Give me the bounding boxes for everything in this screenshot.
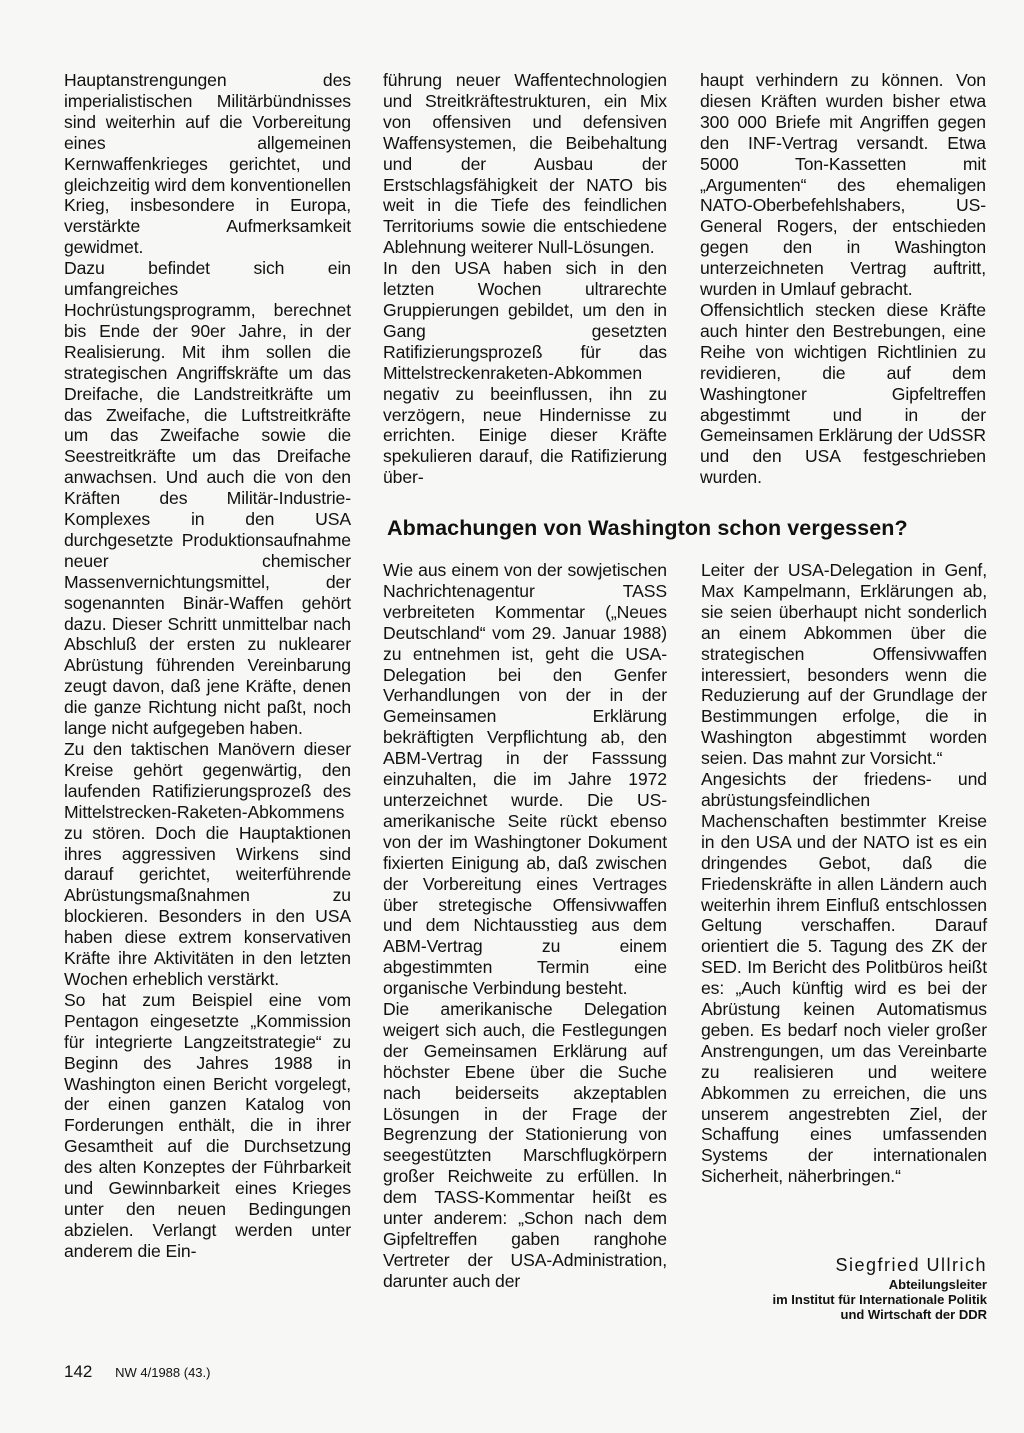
paragraph: Offensichtlich stecken diese Kräfte auch hinter den Bestrebungen, eine Reihe von wichtigen Richtlinien zu revidieren, die auf dem Washingtoner Gipfeltreffen abgestimmt und in der Gemeinsamen Erklärung der UdSSR und den USA festgeschrieben wurden.: [700, 299, 986, 488]
author-affiliation-line: und Wirtschaft der DDR: [840, 1307, 987, 1322]
article-column-3-top: [700, 70, 986, 488]
paragraph: Wie aus einem von der sowjetischen Nachrichtenagentur TASS verbreiteten Kommentar („Neues Deutschland“ vom 29. Januar 1988) zu entnehmen ist, geht die USA-Delegation bei den Genfer Verhandlungen von der in der Gemeinsamen Erklärung bekräftigten Verpflichtung ab, den ABM-Vertrag in der Fasssung einzuhalten, die im Jahre 1972 unterzeichnet wurde. Die US-amerikanische Seite rückt ebenso von der im Washingtoner Dokument fixierten Einigung ab, daß zwischen der Vorbereitung eines Vertrages über stretegische Offensivwaffen und dem Nichtausstieg aus dem ABM-Vertrag zu einem abgestimmten Termin eine organische Verbindung besteht.: [383, 560, 667, 999]
article-column-2-top: [383, 70, 667, 488]
author-name: Siegfried Ullrich: [835, 1255, 987, 1275]
paragraph: In den USA haben sich in den letzten Wochen ultrarechte Gruppierungen gebildet, um den in Gang gesetzten Ratifizierungsprozeß für das Mittelstreckenraketen-Abkommen negativ zu beeinflussen, ihn zu verzögern, neue Hindernisse zu errichten. Einige dieser Kräfte spekulieren darauf, die Ratifizierung über-: [383, 258, 667, 488]
paragraph: Dazu befindet sich ein umfangreiches Hochrüstungsprogramm, berechnet bis Ende der 90er Jahre, in der Realisierung. Mit ihm sollen die strategischen Angriffskräfte um das Dreifache, die Landstreitkräfte um das Zweifache, die Luftstreitkräfte um das Zweifache sowie die Seestreitkräfte um das Dreifache anwachsen. Und auch die von den Kräften des Militär-Industrie-Komplexes in den USA durchgesetzte Produktionsaufnahme neuer chemischer Massenvernichtungsmittel, der sogenannten Binär-Waffen gehört dazu. Dieser Schritt unmittelbar nach Abschluß der ersten zu nuklearer Abrüstung führenden Vereinbarung zeugt davon, daß jene Kräfte, denen die ganze Richtung nicht paßt, noch lange nicht aufgegeben haben.: [64, 258, 351, 739]
author-affiliation-line: im Institut für Internationale Politik: [772, 1292, 987, 1307]
article-column-1: [64, 70, 351, 1262]
paragraph: Angesichts der friedens- und abrüstungsfeindlichen Machenschaften bestimmter Kreise in den USA und der NATO ist es ein dringendes Gebot, daß die Friedenskräfte in allen Ländern auch weiterhin ihrem Einfluß entschlossen Geltung verschaffen. Darauf orientiert die 5. Tagung des ZK der SED. Im Bericht des Politbüros heißt es: „Auch künftig wird es bei der Abrüstung keinen Automatismus geben. Es bedarf noch vieler großer Anstrengungen, um das Vereinbarte zu realisieren und weitere Abkommen zu erreichen, die uns unserem angestrebten Ziel, der Schaffung eines umfassenden Systems der internationalen Sicherheit, näherbringen.“: [701, 769, 987, 1187]
paragraph: Hauptanstrengungen des imperialistischen Militärbündnisses sind weiterhin auf die Vorbereitung eines allgemeinen Kernwaffenkrieges gerichtet, und gleichzeitig wird dem konventionellen Krieg, insbesondere in Europa, verstärkte Aufmerksamkeit gewidmet.: [64, 70, 351, 258]
section-heading: Abmachungen von Washington schon vergessen?: [387, 516, 908, 540]
paragraph: haupt verhindern zu können. Von diesen Kräften wurden bisher etwa 300 000 Briefe mit Angriffen gegen den INF-Vertrag versandt. Etwa 5000 Ton-Kassetten mit „Argumenten“ des ehemaligen NATO-Oberbefehlshabers, US-General Rogers, der entschieden gegen den in Washington unterzeichneten Vertrag auftritt, wurden in Umlauf gebracht.: [700, 70, 986, 300]
page-footer: [64, 1362, 210, 1382]
paragraph: So hat zum Beispiel eine vom Pentagon eingesetzte „Kommission für integrierte Langzeitstrategie“ zu Beginn des Jahres 1988 in Washington einen Bericht vorgelegt, der einen ganzen Katalog von Forderungen enthält, die in ihrer Gesamtheit auf die Durchsetzung des alten Konzeptes der Führbarkeit und Gewinnbarkeit eines Krieges unter den neuen Bedingungen abzielen. Verlangt werden unter anderem die Ein-: [64, 989, 351, 1261]
article-column-2-bottom: [383, 560, 667, 1292]
article-column-3-bottom: [701, 560, 987, 1187]
page-number: 142: [64, 1362, 93, 1381]
paragraph: führung neuer Waffentechnologien und Streitkräftestrukturen, ein Mix von offensiven und defensiven Waffensystemen, die Beibehaltung und der Ausbau der Erstschlagsfähigkeit der NATO bis weit in die Tiefe des feindlichen Territoriums sowie die entschiedene Ablehnung weiterer Null-Lösungen.: [383, 70, 667, 258]
paragraph: Die amerikanische Delegation weigert sich auch, die Festlegungen der Gemeinsamen Erklärung auf höchster Ebene über die Suche nach beiderseits akzeptablen Lösungen in der Frage der Begrenzung der Stationierung von seegestützten Marschflugkörpern großer Reichweite zu erfüllen. In dem TASS-Kommentar heißt es unter anderem: „Schon nach dem Gipfeltreffen gaben ranghohe Vertreter der USA-Administration, darunter auch der: [383, 999, 667, 1291]
author-affiliation-line: Abteilungsleiter: [888, 1277, 987, 1292]
paragraph: Leiter der USA-Delegation in Genf, Max Kampelmann, Erklärungen ab, sie seien überhaupt nicht sonderlich an einem Abkommen über die strategischen Offensivwaffen interessiert, besonders wenn die Reduzierung auf der Grundlage der Bestimmungen erfolge, die in Washington abgestimmt worden seien. Das mahnt zur Vorsicht.“: [701, 560, 987, 769]
paragraph: Zu den taktischen Manövern dieser Kreise gehört gegenwärtig, den laufenden Ratifizierungsprozeß des Mittelstrecken-Raketen-Abkommens zu stören. Doch die Hauptaktionen ihres aggressiven Wirkens sind darauf gerichtet, weiterführende Abrüstungsmaßnahmen zu blockieren. Besonders in den USA haben diese extrem konservativen Kräfte ihre Aktivitäten in den letzten Wochen erheblich verstärkt.: [64, 739, 351, 989]
issue-reference: NW 4/1988 (43.): [115, 1365, 211, 1380]
author-signature: [700, 1253, 987, 1322]
